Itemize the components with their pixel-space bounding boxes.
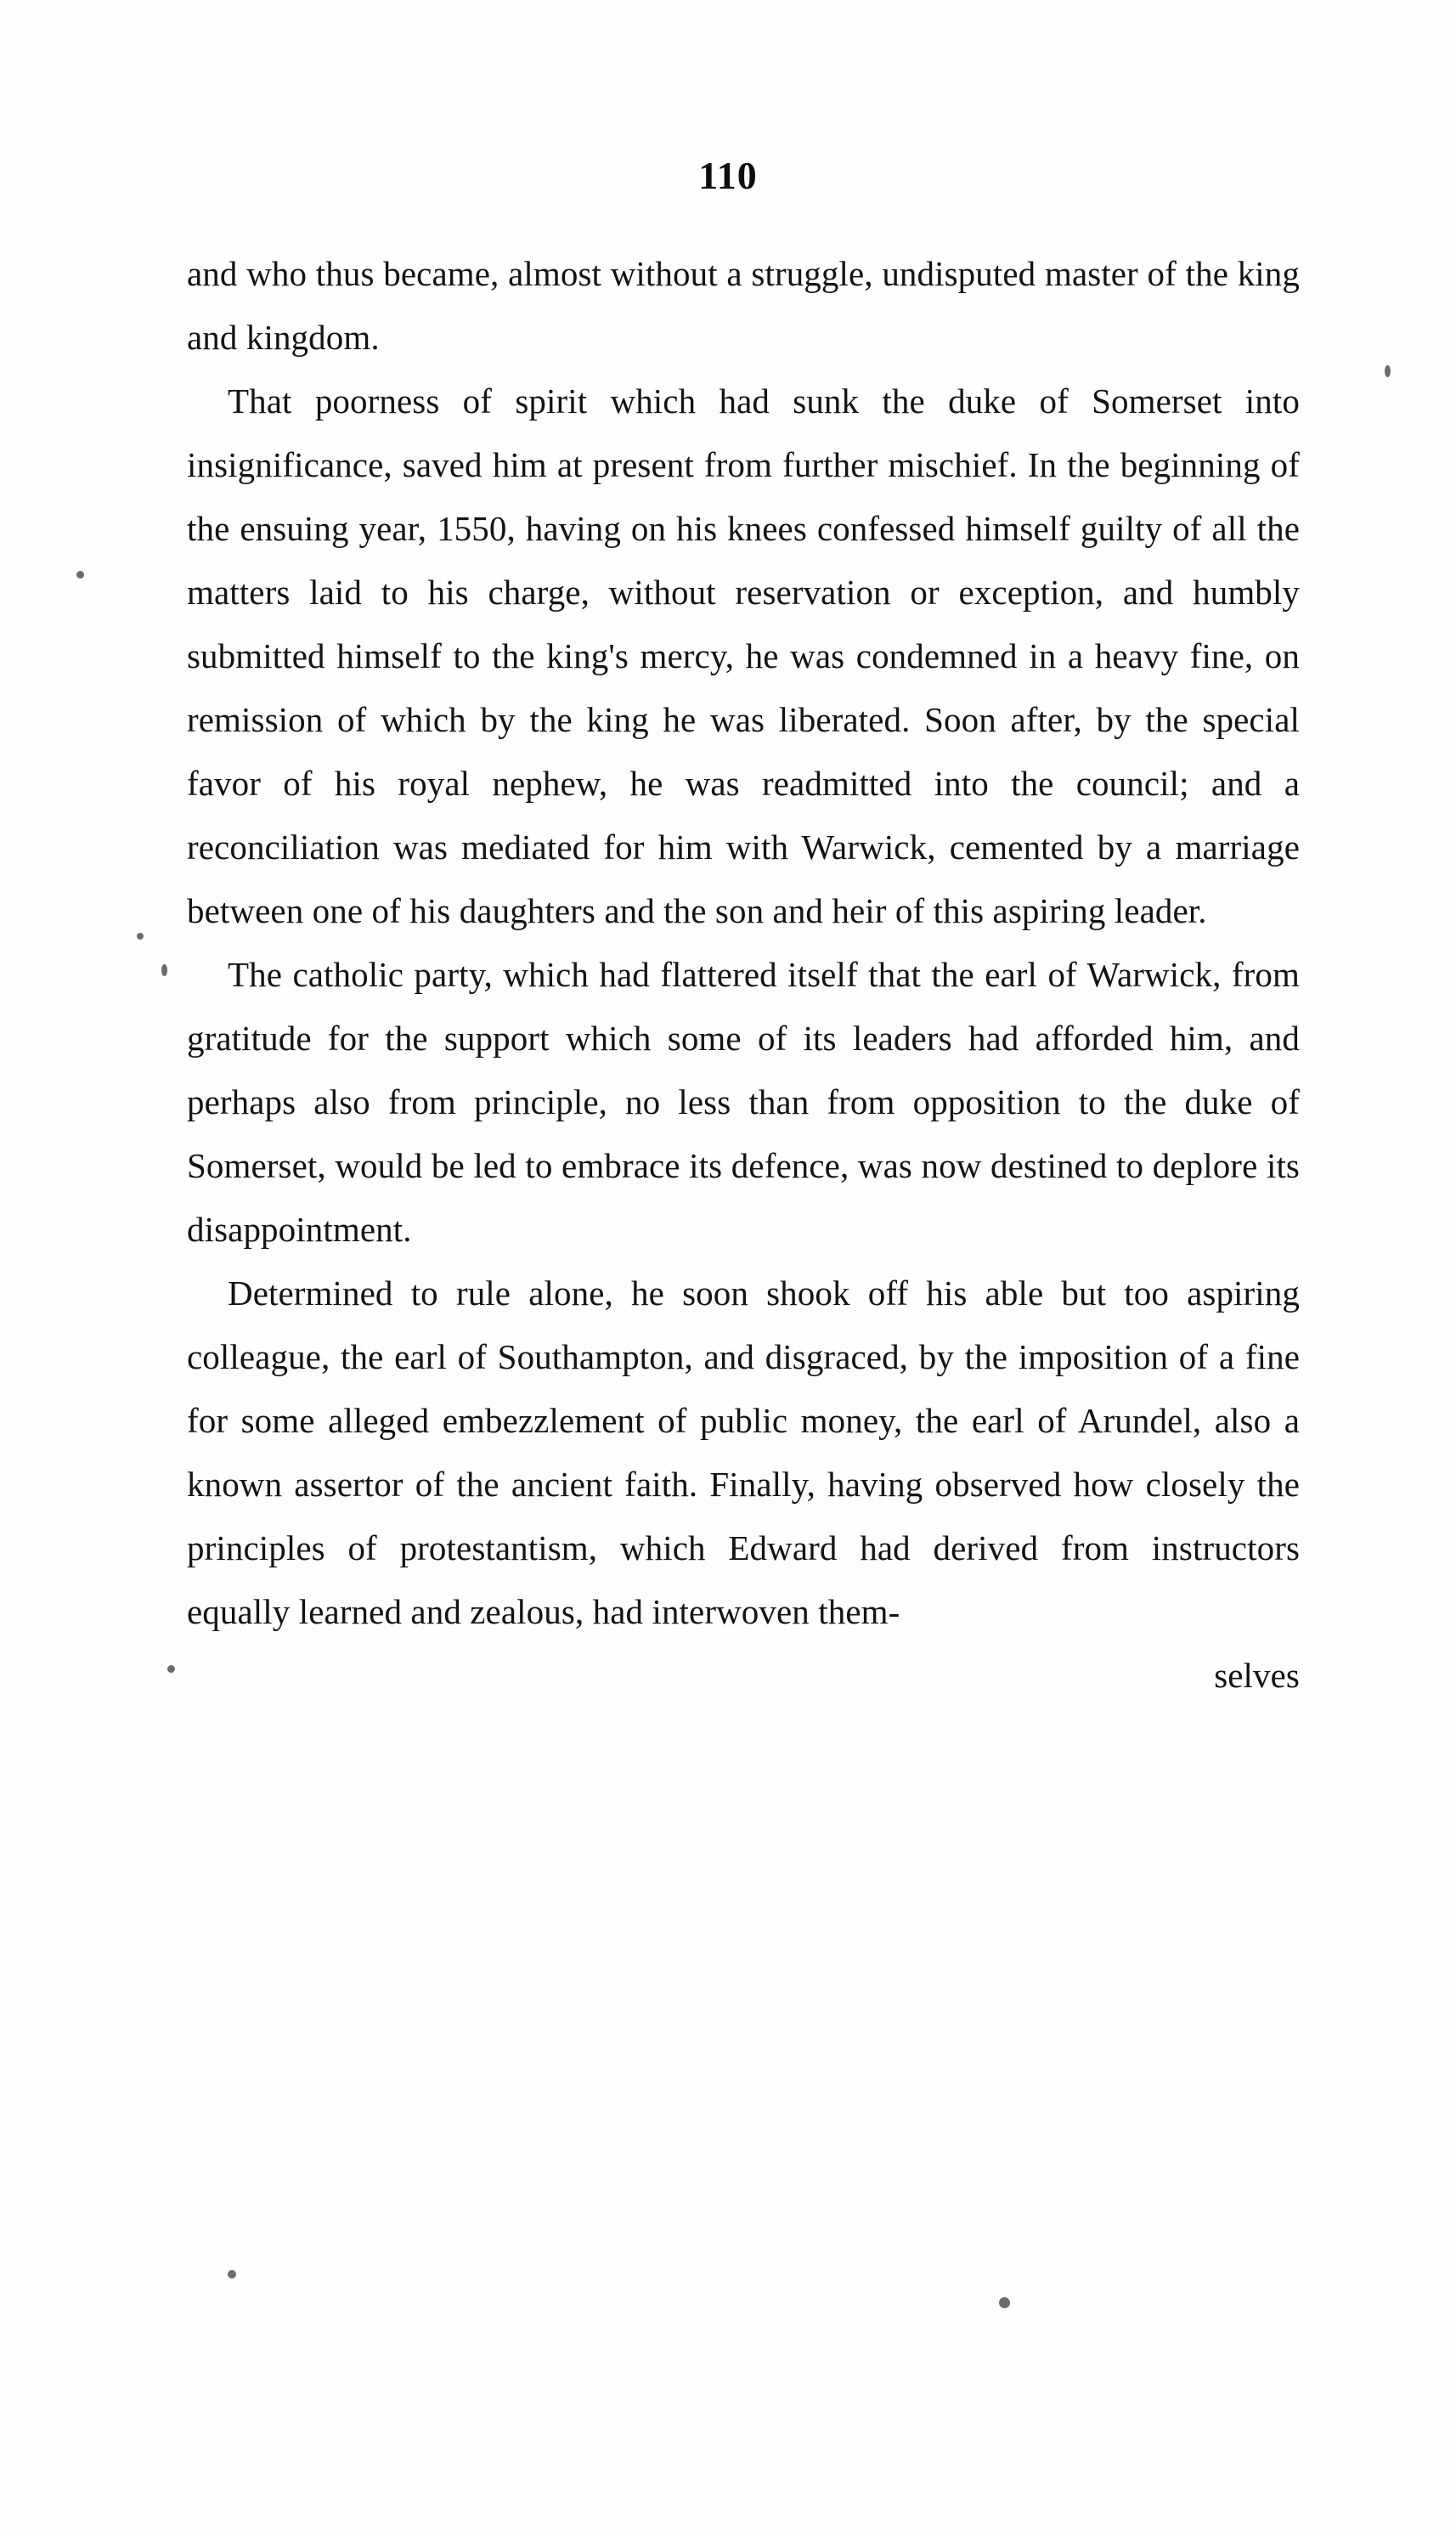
page-number: 110 (698, 154, 758, 197)
page-speck (137, 933, 144, 940)
page-speck (228, 2270, 236, 2279)
catchword-text: selves (1214, 1656, 1300, 1695)
page-speck (167, 1665, 175, 1673)
body-text (187, 242, 1300, 1708)
page-speck (161, 964, 167, 976)
paragraph: The catholic party, which had flattered itself that the earl of Warwick, from gratitude for the support which some of its leaders had afforded him, and perhaps also from principle, no less than from opposition to the duke of Somerset, would be led to embrace its defence, was now destined to deplore its disappointment. (187, 955, 1300, 1249)
paragraph: Determined to rule alone, he soon shook off his able but too aspiring colleague, the earl of Southampton, and disgraced, by the imposition of a fine for some alleged embezzlement of public money, the earl of Arundel, also a known assertor of the ancient faith. Finally, having observed how closely the principles of protestantism, which Edward had derived from instructors equally learned and zealous, had interwoven them- (187, 1273, 1300, 1631)
paragraph: That poorness of spirit which had sunk the duke of Somerset into insignificance, saved him at present from further mischief. In the beginning of the ensuing year, 1550, having on his knees confessed himself guilty of all the matters laid to his charge, without reservation or exception, and humbly submitted himself to the king's mercy, he was condemned in a heavy fine, on remission of which by the king he was liberated. Soon after, by the special favor of his royal nephew, he was readmitted into the council; and a reconciliation was mediated for him with Warwick, cemented by a marriage between one of his daughters and the son and heir of this aspiring leader. (187, 381, 1300, 930)
page-speck (76, 571, 84, 579)
page-speck (999, 2297, 1010, 2308)
catchword (187, 1644, 1300, 1708)
paragraph: and who thus became, almost without a struggle, undisputed master of the king and kingdom. (187, 254, 1300, 357)
page-speck (1385, 365, 1391, 377)
